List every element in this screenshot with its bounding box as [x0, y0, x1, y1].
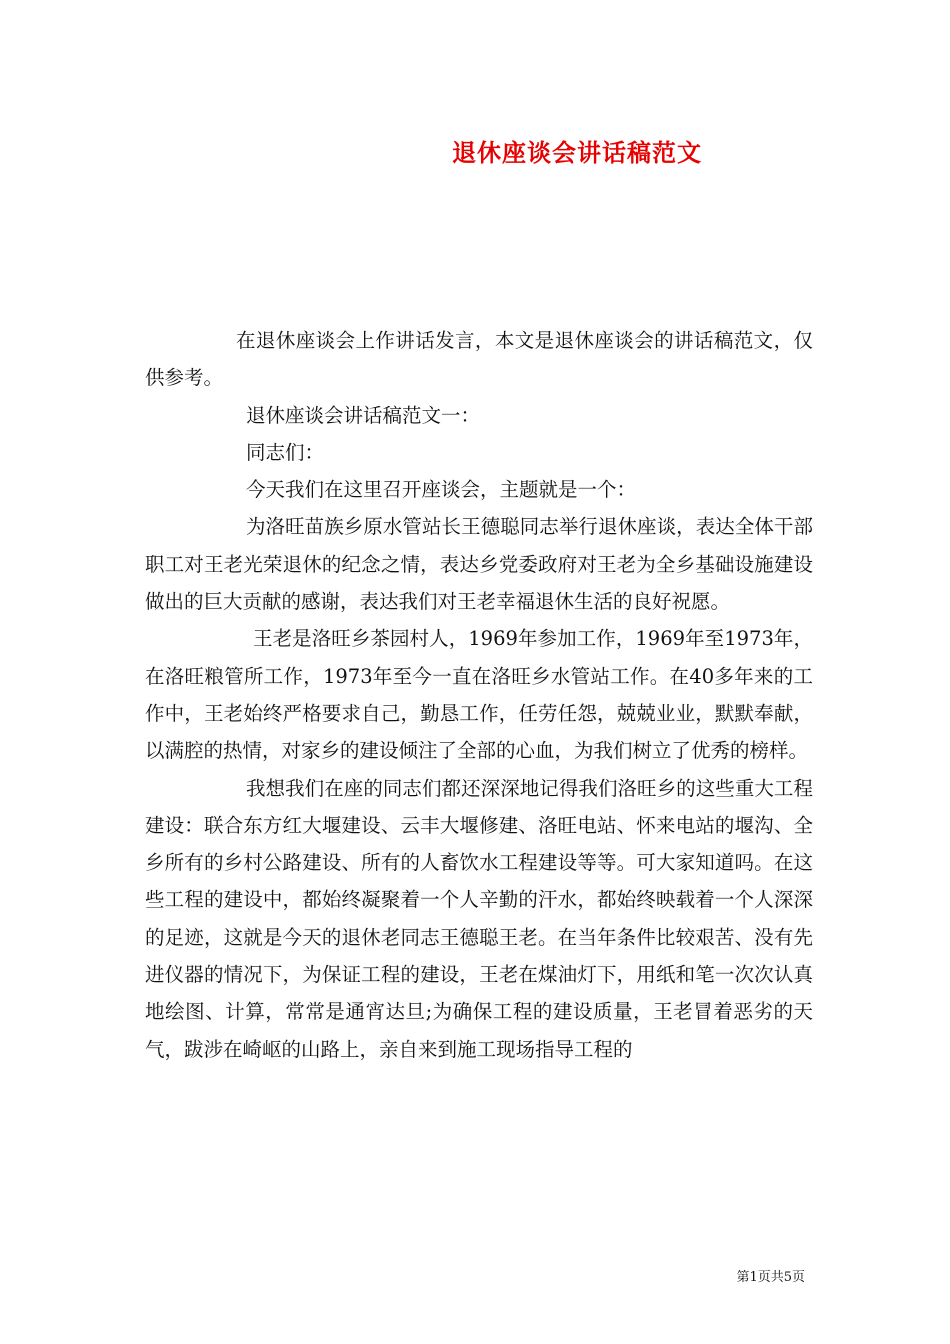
salutation: 同志们：: [246, 440, 325, 464]
document-title: 退休座谈会讲话稿范文: [452, 138, 702, 167]
body-paragraph: 今天我们在这里召开座谈会，主题就是一个：: [246, 478, 637, 502]
intro-paragraph: 在退休座谈会上作讲话发言，本文是退休座谈会的讲话稿范文，仅供参考。: [145, 329, 813, 390]
body-paragraph: 我想我们在座的同志们都还深深地记得我们洛旺乡的这些重大工程建设：联合东方红大堰建设、云丰大堰修建、洛旺电站、怀来电站的堰沟、全乡所有的乡村公路建设、所有的人畜饮水工程建设等等。可大家知道吗。在这些工程的建设中，都始终凝聚着一个人辛勤的汗水，都始终映载着一个人深深的足迹，这就是今天的退休老同志王德聪王老。在当年条件比较艰苦、没有先进仪器的情况下，为保证工程的建设，王老在煤油灯下，用纸和笔一次次认真地绘图、计算，常常是通宵达旦;为确保工程的建设质量，王老冒着恶劣的天气，跋涉在崎岖的山路上，亲自来到施工现场指导工程的: [145, 776, 813, 1061]
document-body: [145, 322, 813, 1068]
page-number: 第1页共5页: [736, 1270, 805, 1285]
body-paragraph: 王老是洛旺乡茶园村人，1969年参加工作，1969年至1973年，在洛旺粮管所工作，1973年至今一直在洛旺乡水管站工作。在40多年来的工作中，王老始终严格要求自己，勤恳工作，任劳任怨，兢兢业业，默默奉献，以满腔的热情，对家乡的建设倾注了全部的心血，为我们树立了优秀的榜样。: [145, 627, 813, 763]
section-heading: 退休座谈会讲话稿范文一：: [246, 403, 481, 427]
body-paragraph: 为洛旺苗族乡原水管站长王德聪同志举行退休座谈，表达全体干部职工对王老光荣退休的纪念之情，表达乡党委政府对王老为全乡基础设施建设做出的巨大贡献的感谢，表达我们对王老幸福退休生活的良好祝愿。: [145, 515, 813, 614]
